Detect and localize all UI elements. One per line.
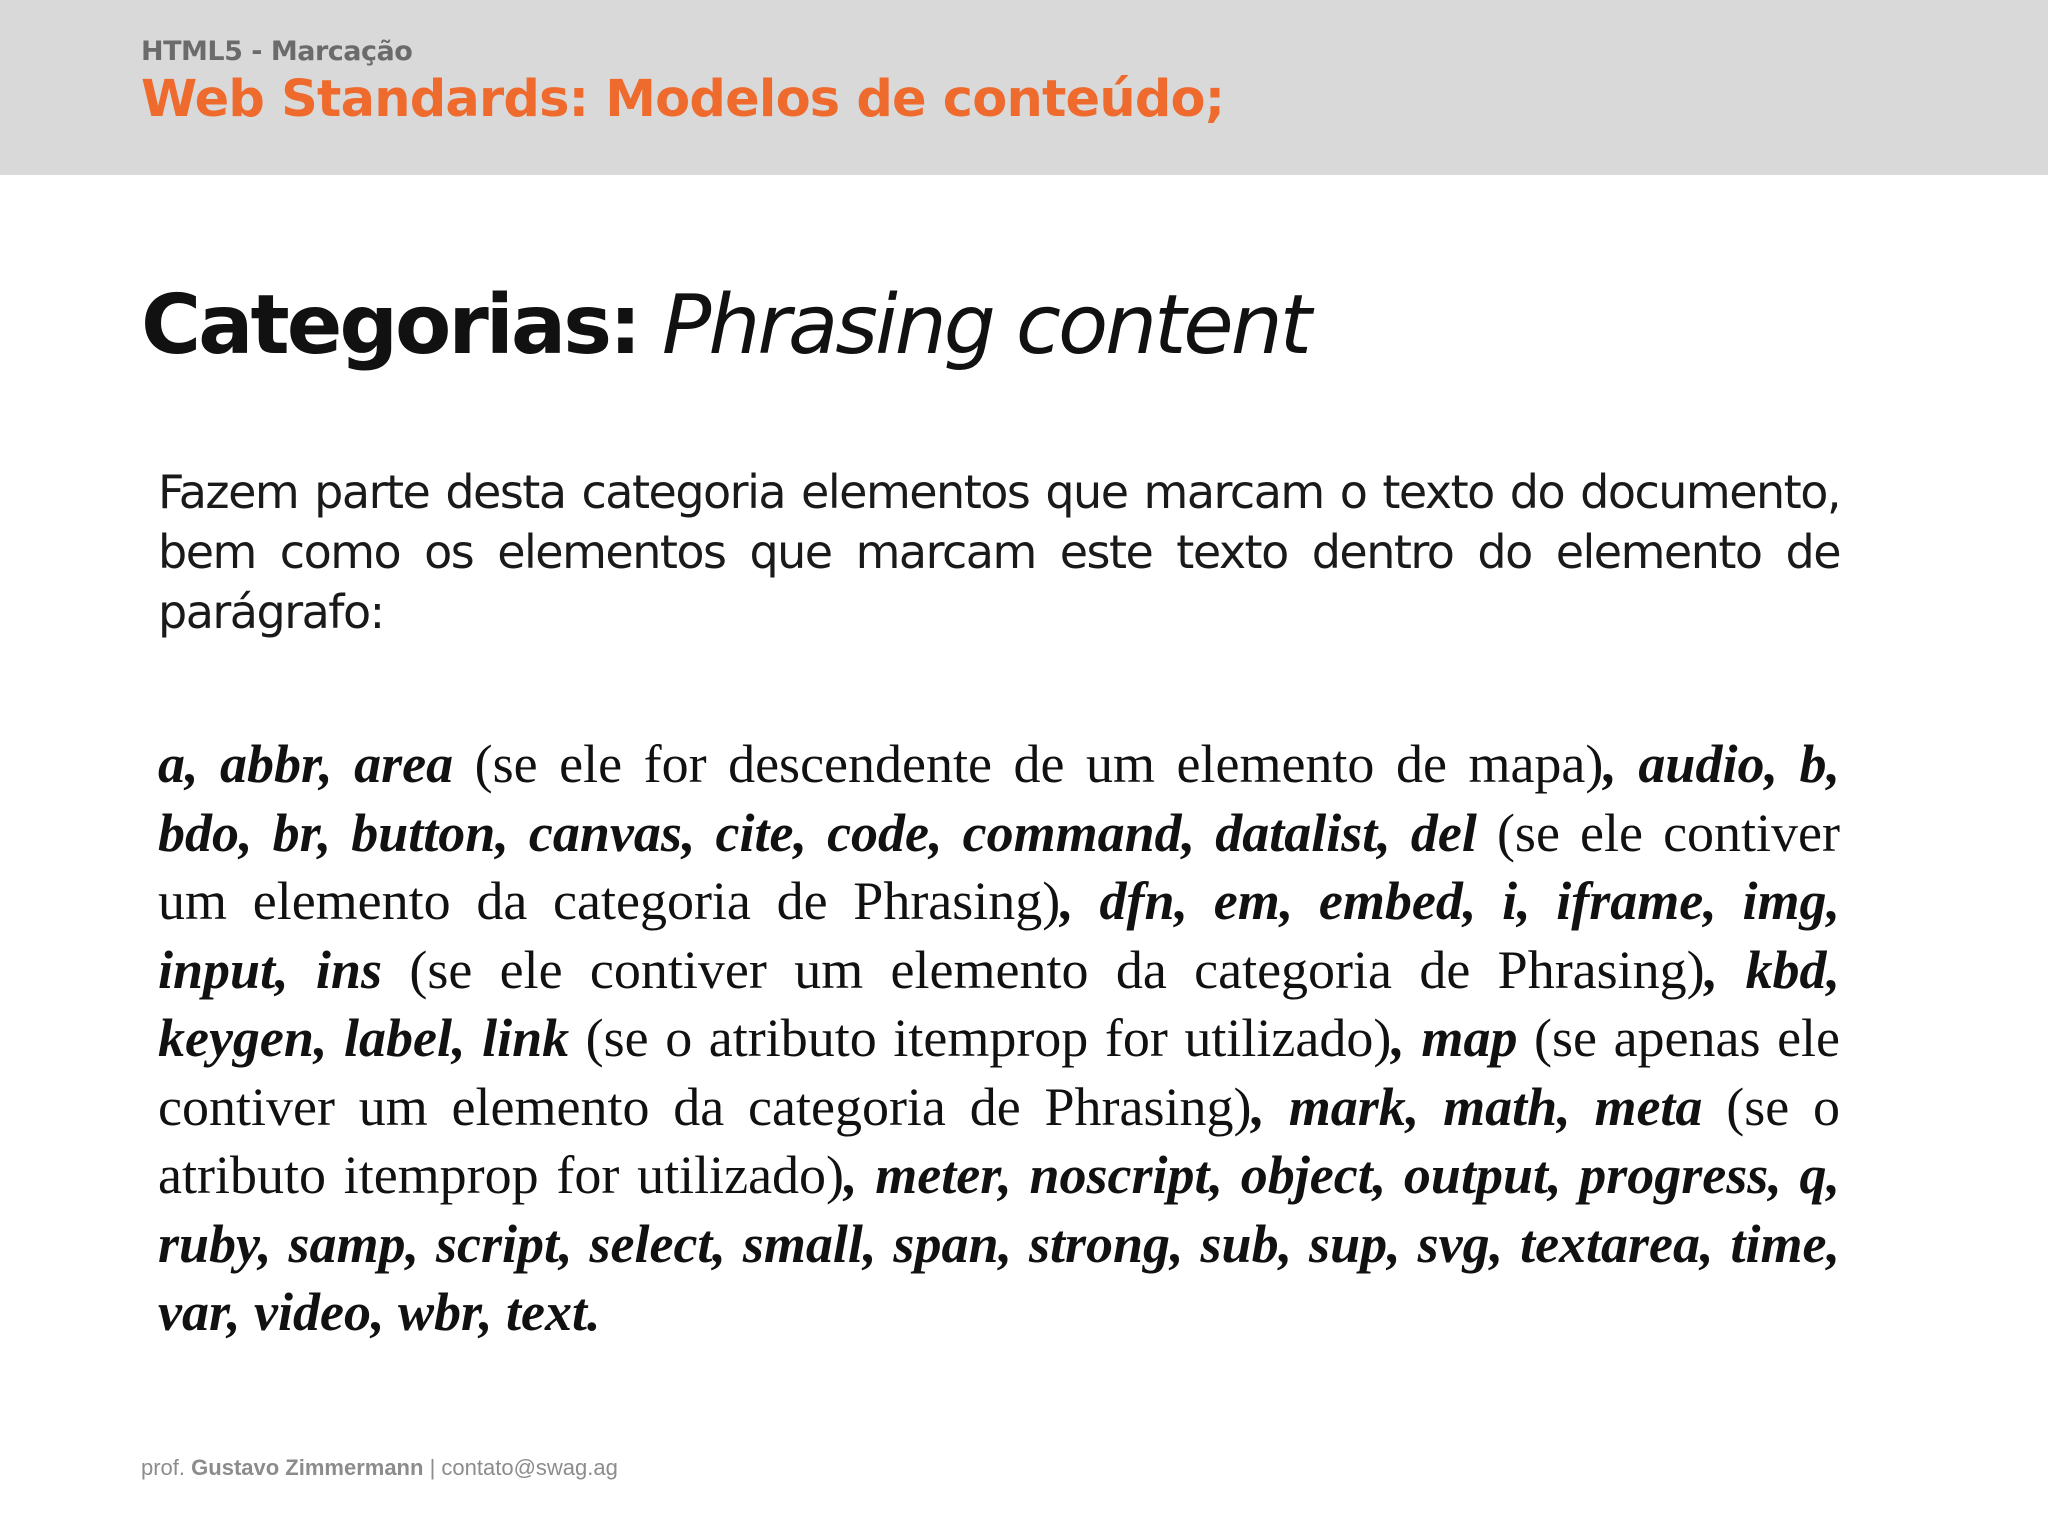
element-note: (se ele for descendente de um elemento de mapa) <box>453 734 1604 794</box>
element-note: (se ele contiver um elemento da categoria de Phrasing) <box>158 802 1840 931</box>
element-names: , dfn, em, embed, i, iframe, img, input, ins <box>158 871 1840 1000</box>
header-title: Web Standards: Modelos de conteúdo; <box>141 70 1225 129</box>
element-names: , meter, noscript, object, output, progress, q, ruby, samp, script, select, small, span, strong, sub, sup, svg, textarea, time, var, video, wbr, text. <box>158 1145 1840 1342</box>
element-names: a, abbr, area <box>158 734 454 794</box>
element-note: (se ele contiver um elemento da categoria de Phrasing) <box>381 939 1705 1000</box>
footer-author-name: Gustavo Zimmermann <box>191 1455 424 1480</box>
intro-paragraph: Fazem parte desta categoria elementos que marcam o texto do documento, bem como os elementos que marcam este texto dentro do elemento de parágrafo: <box>158 465 1840 639</box>
footer-prefix: prof. <box>141 1455 186 1480</box>
footer-credit <box>141 1455 618 1481</box>
header-subtitle: HTML5 - Marcação <box>141 36 413 67</box>
footer-separator: | <box>429 1455 436 1480</box>
section-title-italic: Phrasing content <box>661 278 1309 373</box>
section-title-strong: Categorias: <box>141 278 639 373</box>
section-title <box>141 278 1309 373</box>
element-note: (se o atributo itemprop for utilizado) <box>569 1008 1392 1068</box>
element-note: (se o atributo itemprop for utilizado) <box>158 1076 1841 1205</box>
element-names: , mark, math, meta <box>1251 1076 1703 1137</box>
footer-contact: contato@swag.ag <box>441 1455 618 1480</box>
element-list-paragraph <box>158 730 1840 1347</box>
element-note: (se apenas ele contiver um elemento da categoria de Phrasing) <box>158 1008 1841 1137</box>
header-band <box>0 0 2048 175</box>
element-names: , kbd, keygen, label, link <box>158 939 1841 1068</box>
element-names: , audio, b, bdo, br, button, canvas, cite, code, command, datalist, del <box>158 734 1840 863</box>
element-names: , map <box>1391 1008 1518 1068</box>
